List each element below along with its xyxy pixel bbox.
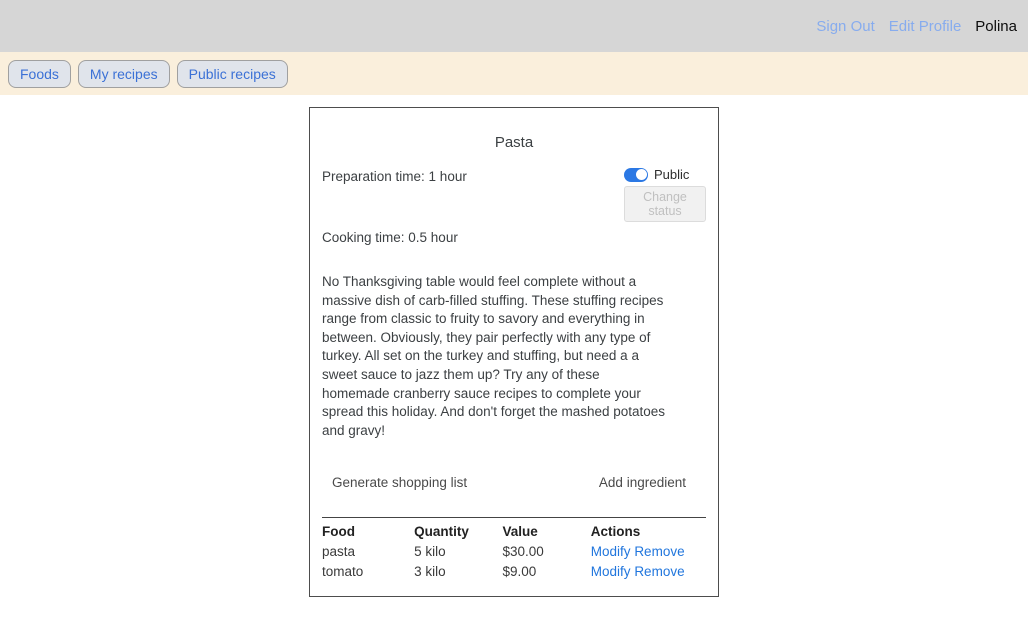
actions-cell <box>591 542 706 562</box>
nav-button-foods[interactable]: Foods <box>8 60 71 88</box>
change-status-button[interactable]: Change status <box>624 186 706 222</box>
visibility-label: Public <box>654 167 690 182</box>
recipe-description: No Thanksgiving table would feel complete without a massive dish of carb-filled stuffing. These stuffing recipes range from classic to fruity to savory and everything in between. Obviously, they pair perfectly with any type of turkey. All set on the turkey and stuffing, but need a a sweet sauce to jazz them up? Try any of these homemade cranberry sauce recipes to complete your spread this holiday. And don't forget the mashed potatoes and gravy! <box>322 274 666 438</box>
table-header-row <box>322 518 706 543</box>
column-header-value: Value <box>502 524 538 540</box>
column-header-actions: Actions <box>590 524 641 540</box>
top-bar <box>0 0 1028 52</box>
edit-profile-link[interactable]: Edit Profile <box>888 17 962 35</box>
actions-row <box>322 470 706 490</box>
modify-link[interactable]: Modify <box>590 564 631 580</box>
column-header-quantity: Quantity <box>414 524 469 540</box>
modify-link[interactable]: Modify <box>590 544 631 560</box>
generate-shopping-list-button[interactable]: Generate shopping list <box>332 475 468 491</box>
cooking-time-label: Cooking time: 0.5 hour <box>322 230 458 245</box>
remove-link[interactable]: Remove <box>634 564 685 580</box>
remove-link[interactable]: Remove <box>634 544 685 560</box>
visibility-controls <box>624 167 706 222</box>
ingredients-table <box>322 517 706 582</box>
table-row <box>322 542 706 562</box>
preparation-time-label: Preparation time: 1 hour <box>322 169 467 184</box>
quantity-cell: 5 kilo <box>414 544 446 560</box>
add-ingredient-button[interactable]: Add ingredient <box>598 475 686 491</box>
nav-button-public-recipes[interactable]: Public recipes <box>177 60 288 88</box>
quantity-cell: 3 kilo <box>414 564 446 580</box>
nav-button-my-recipes[interactable]: My recipes <box>78 60 170 88</box>
food-cell: tomato <box>322 564 364 580</box>
column-header-food: Food <box>322 524 355 540</box>
sign-out-link[interactable]: Sign Out <box>816 17 875 35</box>
nav-bar <box>0 52 1028 95</box>
table-row <box>322 562 706 582</box>
toggle-knob <box>636 169 647 180</box>
public-toggle[interactable] <box>624 168 648 182</box>
recipe-title: Pasta <box>494 134 534 151</box>
username: Polina <box>975 17 1017 35</box>
recipe-card <box>309 107 719 597</box>
value-cell: $9.00 <box>502 564 537 580</box>
food-cell: pasta <box>322 544 356 560</box>
actions-cell <box>591 562 706 582</box>
preparation-row <box>322 167 706 222</box>
value-cell: $30.00 <box>502 544 544 560</box>
